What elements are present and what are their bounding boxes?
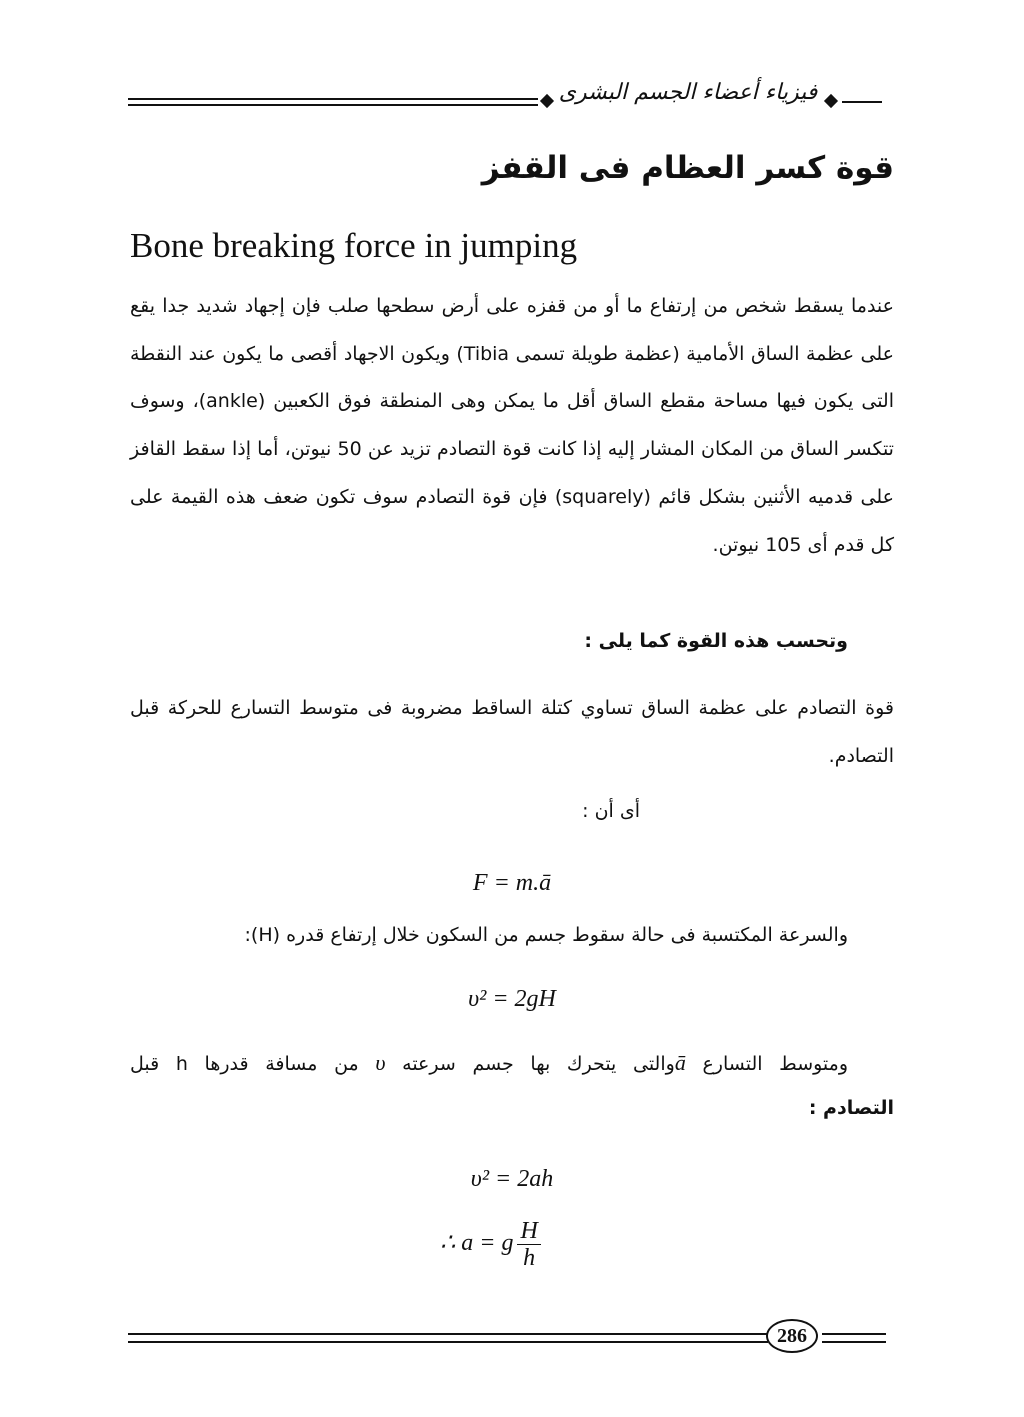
- footer-rule: [822, 1333, 886, 1335]
- footer-rule: [128, 1333, 768, 1335]
- velocity-paragraph: والسرعة المكتسبة فى حالة سقوط جسم من السكون خلال إرتفاع قدره (H):: [244, 924, 848, 946]
- diamond-ornament-icon: [540, 94, 554, 108]
- acceleration-text-a: ومتوسط التسارع: [702, 1053, 849, 1075]
- header-rule: [128, 104, 538, 106]
- section-title-english: Bone breaking force in jumping: [130, 226, 578, 265]
- running-header-title: فيزياء أعضاء الجسم البشرى: [558, 80, 818, 105]
- acceleration-paragraph-end: التصادم :: [808, 1097, 894, 1119]
- fraction-numerator: H: [517, 1218, 540, 1245]
- equation-force: F = m.ā: [472, 870, 552, 896]
- acceleration-paragraph: [130, 1050, 848, 1076]
- header-rule: [128, 98, 538, 100]
- acceleration-symbol: ā: [674, 1050, 686, 1075]
- page-number: 286: [766, 1319, 818, 1353]
- that-is-label: أى أن :: [582, 800, 640, 822]
- equation-acceleration: [440, 1218, 570, 1271]
- intro-paragraph: عندما يسقط شخص من إرتفاع ما أو من قفزه على أرض سطحها صلب فإن إجهاد شديد جدا يقع على عظمة الساق الأمامية (عظمة طويلة تسمى Tibia) ويكون الاجهاد أقصى ما يكون عند النقطة التى يكون فيها مساحة مقطع الساق أقل ما يمكن وهى المنطقة فوق الكعبين (ankle)، وسوف تتكسر الساق من المكان المشار إليه إذا كانت قوة التصادم تزيد عن 50 نيوتن، أما إذا سقط القافز على قدميه الأثنين بشكل قائم (squarely) فإن قوة التصادم سوف تكون ضعف هذه القيمة على كل قدم أى 105 نيوتن.: [130, 295, 895, 556]
- footer-rule: [822, 1341, 886, 1343]
- calculation-heading: وتحسب هذه القوة كما يلى :: [584, 630, 848, 652]
- section-title-arabic: قوة كسر العظام فى القفز: [481, 150, 894, 186]
- header-rule: [842, 101, 882, 103]
- fraction-denominator: h: [523, 1245, 536, 1271]
- footer-rule: [128, 1341, 768, 1343]
- diamond-ornament-icon: [824, 94, 838, 108]
- equation-velocity-distance: υ² = 2ah: [470, 1166, 554, 1192]
- equation-velocity-height: υ² = 2gH: [468, 986, 556, 1012]
- velocity-symbol: υ: [375, 1050, 386, 1075]
- acceleration-text-b: والتى يتحرك بها جسم سرعته: [402, 1053, 675, 1075]
- equation-acceleration-prefix: ∴ a = g: [440, 1230, 514, 1257]
- impact-force-paragraph: قوة التصادم على عظمة الساق تساوي كتلة الساقط مضروبة فى متوسط التسارع للحركة قبل التصادم.: [130, 697, 894, 767]
- acceleration-text-c: من مسافة قدرها h قبل: [130, 1053, 359, 1075]
- fraction: [517, 1218, 540, 1271]
